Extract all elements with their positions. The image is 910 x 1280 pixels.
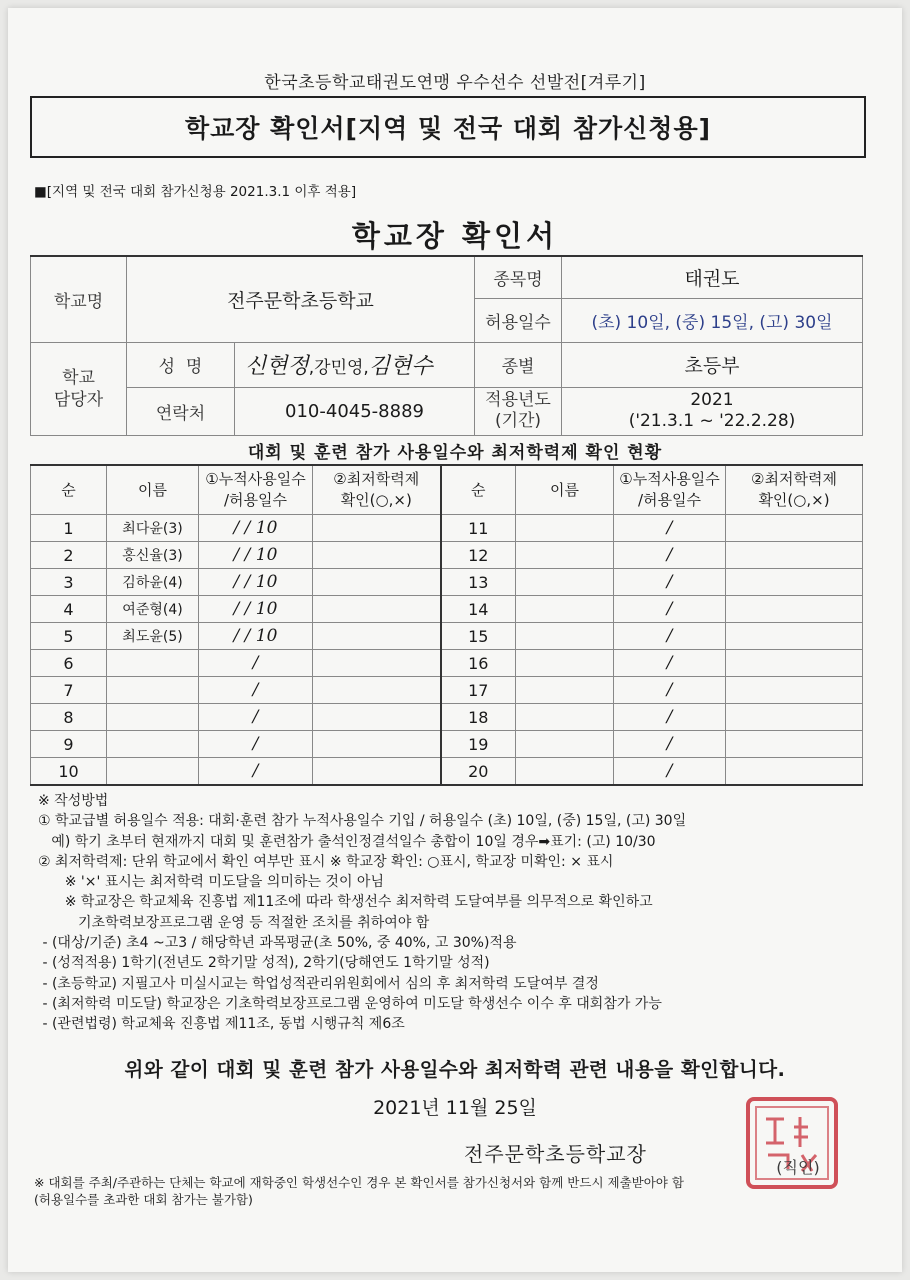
table-row — [31, 704, 863, 731]
row-name — [107, 731, 199, 758]
row-number: 14 — [441, 596, 516, 623]
handwritten-name-2: 김현수 — [368, 354, 433, 379]
header-no: 순 — [31, 465, 107, 515]
contact-person-label: 학교 담당자 — [31, 342, 127, 435]
row-name: 홍신율(3) — [107, 542, 199, 569]
section-title: 대회 및 훈련 참가 사용일수와 최저학력제 확인 현황 — [247, 443, 663, 463]
period-range: ('21.3.1 ~ '22.2.28) — [628, 411, 796, 431]
row-name — [516, 623, 614, 650]
allowed-days-label: 허용일수 — [475, 298, 562, 342]
instructions — [38, 791, 858, 1035]
row-grade-check — [313, 758, 441, 786]
instruction-line: - (최저학력 미도달) 학교장은 기초학력보장프로그램 운영하여 미도달 학생선수 이수 후 대회참가 가능 — [38, 995, 662, 1012]
row-number: 17 — [441, 677, 516, 704]
footer-line: (허용일수를 초과한 대회 참가는 불가함) — [34, 1192, 253, 1207]
school-name-value: 전주문학초등학교 — [127, 256, 475, 342]
row-days: / — [614, 731, 726, 758]
row-name — [516, 731, 614, 758]
row-days: / — [614, 623, 726, 650]
instruction-line: 예) 학기 초부터 현재까지 대회 및 훈련참가 출석인정결석일수 총합이 10일 경우➡표기: (고) 10/30 — [38, 833, 656, 850]
row-number: 1 — [31, 515, 107, 542]
row-grade-check — [313, 542, 441, 569]
row-days: / — [199, 731, 313, 758]
row-name: 김하윤(4) — [107, 569, 199, 596]
row-name — [107, 650, 199, 677]
row-days: / / 10 — [199, 542, 313, 569]
table-row — [31, 569, 863, 596]
row-grade-check — [313, 569, 441, 596]
row-name: 여준형(4) — [107, 596, 199, 623]
competition-title: 한국초등학교태권도연맹 우수선수 선발전[겨루기] — [264, 73, 646, 93]
event-value: 태권도 — [562, 256, 863, 298]
row-number: 18 — [441, 704, 516, 731]
name-value — [235, 342, 475, 387]
period-label: 적용년도 (기간) — [475, 387, 562, 435]
row-days: / — [199, 677, 313, 704]
row-name — [516, 569, 614, 596]
row-grade-check — [313, 515, 441, 542]
row-number: 4 — [31, 596, 107, 623]
row-grade-check — [726, 569, 863, 596]
category-value: 초등부 — [562, 342, 863, 387]
instruction-line: ② 최저학력제: 단위 학교에서 확인 여부만 표시 ※ 학교장 확인: ○표시, 학교장 미확인: × 표시 — [38, 853, 614, 870]
row-days: / / 10 — [199, 515, 313, 542]
row-number: 5 — [31, 623, 107, 650]
row-number: 20 — [441, 758, 516, 786]
row-grade-check — [726, 677, 863, 704]
row-grade-check — [313, 677, 441, 704]
document-title: 학교장 확인서 — [351, 219, 559, 253]
header-grade: ②최저학력제 확인(○,×) — [313, 465, 441, 515]
header-name: 이름 — [107, 465, 199, 515]
row-days: / — [614, 650, 726, 677]
row-grade-check — [726, 623, 863, 650]
row-grade-check — [726, 650, 863, 677]
row-days: / / 10 — [199, 596, 313, 623]
row-days: / — [614, 542, 726, 569]
header-no: 순 — [441, 465, 516, 515]
row-days: / / 10 — [199, 569, 313, 596]
row-number: 15 — [441, 623, 516, 650]
row-number: 10 — [31, 758, 107, 786]
table-row — [31, 677, 863, 704]
row-days: / — [614, 758, 726, 786]
row-days: / — [199, 758, 313, 786]
category-label: 종별 — [475, 342, 562, 387]
phone-label: 연락처 — [127, 387, 235, 435]
row-days: / — [199, 704, 313, 731]
row-name — [516, 596, 614, 623]
instruction-line: 기초학력보장프로그램 운영 등 적절한 조치를 취하여야 함 — [38, 914, 430, 931]
row-grade-check — [313, 704, 441, 731]
row-grade-check — [313, 596, 441, 623]
instruction-line: ※ '×' 표시는 최저학력 미도달을 의미하는 것이 아님 — [38, 874, 384, 891]
seal-label: (직인) — [776, 1158, 820, 1177]
period-value — [562, 387, 863, 435]
year-value: 2021 — [690, 390, 734, 410]
row-days: / — [614, 704, 726, 731]
header-grade: ②최저학력제 확인(○,×) — [726, 465, 863, 515]
row-grade-check — [726, 515, 863, 542]
instruction-line: ① 학교급별 허용일수 적용: 대회·훈련 참가 누적사용일수 기입 / 허용일수 (초) 10일, (중) 15일, (고) 30일 — [38, 813, 687, 830]
row-grade-check — [313, 623, 441, 650]
row-number: 12 — [441, 542, 516, 569]
instruction-line: ※ 학교장은 학교체육 진흥법 제11조에 따라 학생선수 최저학력 도달여부를 의무적으로 확인하고 — [38, 894, 653, 911]
row-grade-check — [313, 650, 441, 677]
row-days: / / 10 — [199, 623, 313, 650]
row-number: 7 — [31, 677, 107, 704]
row-name — [107, 758, 199, 786]
typed-name: ,강민영, — [308, 358, 369, 378]
school-info-table — [30, 255, 863, 436]
row-number: 3 — [31, 569, 107, 596]
participation-table — [30, 464, 863, 786]
row-name — [516, 677, 614, 704]
row-name — [516, 704, 614, 731]
row-number: 8 — [31, 704, 107, 731]
footer-note — [34, 1174, 864, 1208]
row-days: / — [199, 650, 313, 677]
banner-title: 학교장 확인서[지역 및 전국 대회 참가신청용] — [30, 96, 866, 158]
instruction-line: - (성적적용) 1학기(전년도 2학기말 성적), 2학기(당해연도 1학기말 성적) — [38, 955, 490, 972]
row-days: / — [614, 677, 726, 704]
table-row — [31, 542, 863, 569]
event-label: 종목명 — [475, 256, 562, 298]
header-name: 이름 — [516, 465, 614, 515]
row-number: 16 — [441, 650, 516, 677]
handwritten-name-1: 신현정 — [245, 354, 309, 379]
row-number: 11 — [441, 515, 516, 542]
row-number: 6 — [31, 650, 107, 677]
row-name — [516, 542, 614, 569]
row-grade-check — [726, 731, 863, 758]
school-name-label: 학교명 — [31, 256, 127, 342]
header-days: ①누적사용일수 /허용일수 — [614, 465, 726, 515]
confirmation-statement: 위와 같이 대회 및 훈련 참가 사용일수와 최저학력 관련 내용을 확인합니다. — [124, 1058, 786, 1081]
table-row — [31, 515, 863, 542]
row-days: / — [614, 515, 726, 542]
row-grade-check — [726, 542, 863, 569]
row-grade-check — [726, 596, 863, 623]
name-label: 성 명 — [127, 342, 235, 387]
header-days: ①누적사용일수 /허용일수 — [199, 465, 313, 515]
table-row — [31, 596, 863, 623]
table-row — [31, 650, 863, 677]
footer-line: ※ 대회를 주최/주관하는 단체는 학교에 재학중인 학생선수인 경우 본 확인서를 참가신청서와 함께 반드시 제출받아야 함 — [34, 1175, 684, 1190]
row-name: 최도윤(5) — [107, 623, 199, 650]
applied-note: ■[지역 및 전국 대회 참가신청용 2021.3.1 이후 적용] — [34, 184, 357, 200]
row-days: / — [614, 596, 726, 623]
row-name — [107, 677, 199, 704]
document-page — [8, 8, 902, 1272]
row-grade-check — [726, 758, 863, 786]
row-number: 9 — [31, 731, 107, 758]
table-row — [31, 731, 863, 758]
row-grade-check — [313, 731, 441, 758]
row-name — [516, 758, 614, 786]
row-name — [107, 704, 199, 731]
phone-value: 010-4045-8889 — [235, 387, 475, 435]
instruction-line: - (대상/기준) 초4 ~고3 / 해당학년 과목평균(초 50%, 중 40%, 고 30%)적용 — [38, 935, 517, 952]
row-number: 19 — [441, 731, 516, 758]
row-number: 13 — [441, 569, 516, 596]
allowed-days-value: (초) 10일, (중) 15일, (고) 30일 — [562, 298, 863, 342]
instruction-line: - (관련법령) 학교체육 진흥법 제11조, 동법 시행규칙 제6조 — [38, 1016, 405, 1033]
table-row — [31, 758, 863, 786]
row-number: 2 — [31, 542, 107, 569]
row-grade-check — [726, 704, 863, 731]
confirmation-date: 2021년 11월 25일 — [373, 1097, 537, 1119]
table-row — [31, 623, 863, 650]
row-days: / — [614, 569, 726, 596]
row-name — [516, 650, 614, 677]
row-name — [516, 515, 614, 542]
row-name: 최다윤(3) — [107, 515, 199, 542]
instructions-heading: ※ 작성방법 — [38, 793, 109, 809]
principal-signature: 전주문학초등학교장 — [464, 1142, 647, 1166]
instruction-line: - (초등학교) 지필고사 미실시교는 학업성적관리위원회에서 심의 후 최저학력 도달여부 결정 — [38, 975, 599, 992]
